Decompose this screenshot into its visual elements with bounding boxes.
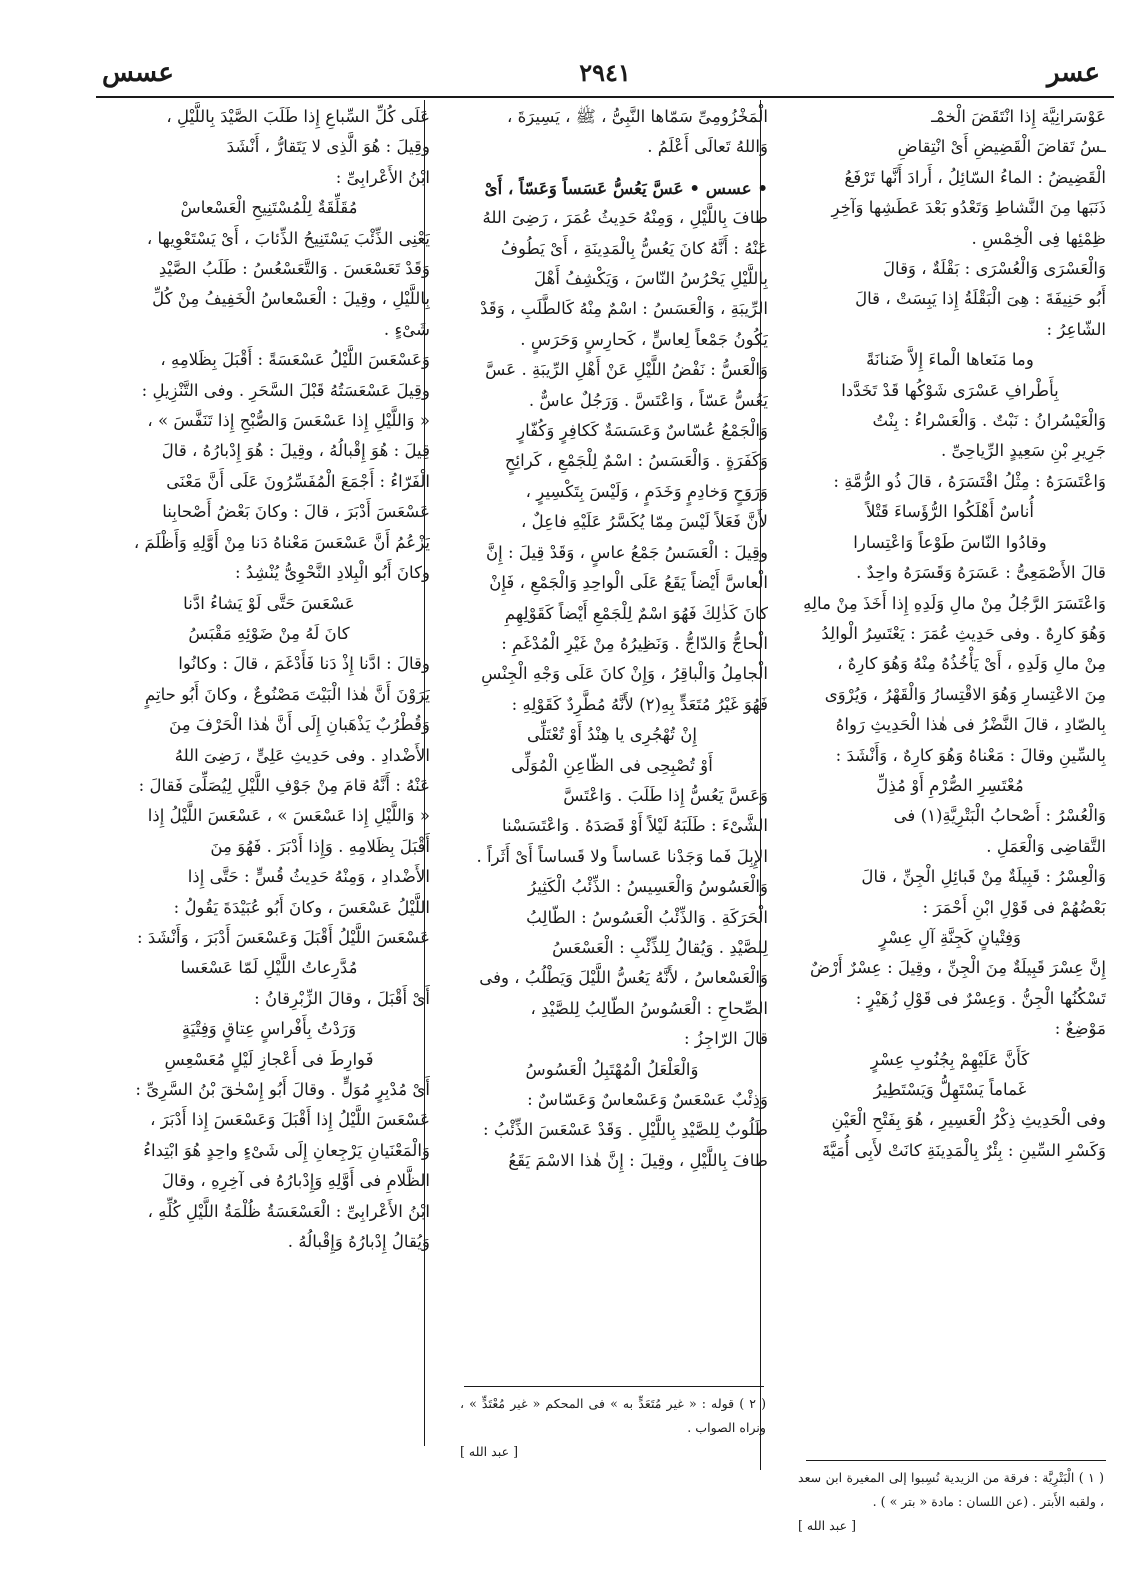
text-line: وَالْعَيْسُرانُ : نَبْتٌ . وَالْعَسْراءُ : بِنْتُ [872,411,1106,431]
text-line: وَكَفَرَةٍ . وَالْعَسَسُ : اسْمٌ لِلْجَمْعِ ، كَرائِحٍ [504,451,768,471]
text-line: لأَنَّ فَعَلاً لَيْسَ مِمّا يُكَسَّرُ عَلَيْهِ فاعِلٌ ، [520,512,768,532]
verse-line: مُعْتَسِرِ الصُّرْمِ أَوْ مُذِلِّ [876,775,1024,795]
text-line: وَذِئْبٌ عَسْعَسٌ وَعَسْعاسٌ وَعَسّاسٌ : [527,1090,768,1109]
text-line: ابْنُ الأَعْرابِىِّ : الْعَسْعَسَةُ ظُلْمَةُ اللَّيْلِ كُلِّهِ ، [147,1201,430,1221]
verse-line: فَوارِطَ فى أَعْجازِ لَيْلٍ مُعَسْعِسِ [164,1049,374,1069]
text-line: يَعُسُّ عَسّاً ، وَاعْتَسَّ . وَرَجُلٌ عاسٌّ . [528,390,768,410]
text-line: « وَاللَّيْلِ إِذا عَسْعَسَ وَالصُّبْحِ إِذا تَنَفَّسَ » ، [147,411,430,431]
header-right-entry-word: عسر [1046,58,1100,88]
verse-line: وَالْعَلْعَلُ الْمُهْتَبِلُ الْعَسُوسُ [525,1059,699,1079]
verse-line: كَأَنَّ عَلَيْهِمْ بِجُنُوبِ عِسْرٍ [870,1049,1030,1069]
text-line: أَىْ أَقْبَلَ ، وقالَ الزِّبْرِقانُ : [254,988,430,1008]
text-line: الْفَرّاءُ : أَجْمَعَ الْمُفَسِّرُونَ عَلَى أَنَّ مَعْنَى [166,471,430,491]
text-line: وَهُوَ كارِهٌ . وفى حَدِيثِ عُمَرَ : يَعْتَسِرُ الْوالِدُ [821,623,1106,643]
text-line: جَرِيرِ بْنِ سَعِيدٍ الرِّياحِىِّ . [940,441,1106,461]
text-line: عَنْهُ : أَنَّهُ كانَ يَعُسُّ بِالْمَدِينَةِ ، أَىْ يَطُوفُ [500,238,768,258]
text-line: ـسُ تَقاضَ الْقَضِيضِ أَىْ انْتِقاضِ [897,137,1106,157]
footnote-middle-text: ( ٢ ) قوله : « غير مُتَعَدٍّ به » فى المحكم « غير مُعْتَدٍّ » ، ونراه الصواب . [460,1396,767,1435]
text-line: وَرَوَحٍ وَخادِمٍ وَخَدَمٍ ، وَلَيْسَ بِتَكْسِيرٍ ، [525,481,768,501]
text-line: مَوْضِعٌ : [1054,1019,1106,1039]
header-rule [96,96,1114,98]
text-line: « وَاللَّيْلِ إِذا عَسْعَسَ » ، عَسْعَسَ اللَّيْلُ إِذا [147,806,430,826]
text-line: عَسْعَسَ اللَّيْلُ أَقْبَلَ وَعَسْعَسَ أَدْبَرَ ، وَأَنْشَدَ : [137,927,430,947]
text-line: بِاللَّيْلِ يَحْرُسُ النّاسَ ، وَيَكْشِفُ أَهْلَ [534,269,768,289]
text-line: الْحاجُّ وَالدّاجُّ . وَنَظِيرُهُ مِنْ غَيْرِ الْمُدْغَمِ : [501,633,768,653]
text-line: وَالْجَمْعُ عُسّاسٌ وَعَسَسَةٌ كَكافِرٍ وَكُفّارٍ [517,421,768,441]
text-line: فَهُوَ غَيْرُ مُتَعَدٍّ بِهِ(٢) لأَنَّهُ مُطَّرِدٌ كَقَوْلِهِ : [511,694,768,714]
text-line: الْحَرَكَةِ . وَالذِّئْبُ الْعَسُوسُ : الطّالِبُ [526,907,768,927]
footnote-rule-right [806,1460,1106,1461]
text-line: يَكُونُ جَمْعاً لِعاسٍّ ، كَحارِسٍ وَحَرَسٍ . [520,329,768,349]
text-line: عَسْعَسَ اللَّيْلُ إِذا أَقْبَلَ وَعَسْعَسَ إِذا أَدْبَرَ ، [150,1110,430,1130]
footnote-middle-signature: [ عبد الله ] [460,1444,519,1459]
text-line: كانَ كَذٰلِكَ فَهُوَ اسْمٌ لِلْجَمْعِ أَيْضاً كَقَوْلِهِمِ [504,603,768,623]
text-line: يَعْنِى الذِّئْبَ يَسْتَنِيحُ الذِّئابَ ، أَىْ يَسْتَعْوِيها ، [146,228,430,248]
text-line: وَالْعَسُوسُ وَالْعَسِيسُ : الذِّئْبُ الْكَثِيرُ [528,877,768,897]
text-line: طافَ بِاللَّيْلِ ، وقِيلَ : إِنَّ هٰذا الاسْمَ يَقَعُ [508,1150,768,1170]
verse-line: أُناسٌ أَهْلَكُوا الرُّؤَساءَ قَتْلاً [865,502,1034,522]
text-line: وكانَ أَبُو الْبِلادِ النَّحْوِىُّ يُنْشِدُ : [235,563,430,583]
text-line: طافَ بِاللَّيْلِ ، وَمِنْهُ حَدِيثُ عُمَرَ ، رَضِىَ اللهُ [482,208,768,228]
text-line: أَقْبَلَ بِظَلامِهِ . وَإِذا أَدْبَرَ . فَهُوَ مِنَ [210,836,430,856]
text-line: عَوْسَرانِيَّة إِذا انْتَقَضَ الْخمْـ [931,107,1106,126]
text-line: أَبُو حَنِيفَةَ : هِىَ الْبَقْلَةُ إِذا يَبِسَتْ ، قالَ [855,289,1106,309]
text-line: عَلَى كُلِّ السِّباعِ إِذا طَلَبَ الصَّيْدَ بِاللَّيْلِ ، [166,107,430,126]
text-line: بِاللَّيْلِ ، وقِيلَ : الْعَسْعاسُ الْخَفِيفُ مِنْ كُلِّ [152,289,430,309]
text-line: شَىْءٍ . [383,319,430,339]
footnote-rule-middle [464,1386,764,1387]
text-line: قالَ الرّاجِزُ : [683,1029,768,1049]
footnote-middle [460,1392,766,1464]
header-left-entry-word: عسس [102,58,174,88]
text-line: وَاللهُ تَعالَى أَعْلَمُ . [647,137,768,157]
text-line: قِيلَ : هُوَ إِقْبالُهُ ، وقِيلَ : هُوَ إِدْبارُهُ ، قالَ [161,441,430,461]
text-line: التَّقاضِى وَالْعَمَلِ . [986,836,1106,856]
text-line: عَسْعَسَ أَدْبَرَ ، قالَ : وكانَ بَعْضُ أَصْحابِنا [162,502,430,522]
verse-line: غَماماً يَسْتَهِلُّ وَيَسْتَطِيرُ [873,1080,1027,1099]
text-line: وَعَسَّ يَعُسُّ إِذا طَلَبَ . وَاعْتَسَّ [563,785,768,805]
text-line: بِالسِّينِ وقالَ : مَعْناهُ وَهُوَ كارِهٌ ، وَأَنْشَدَ : [835,745,1106,765]
text-line: الشّاعِرُ : [1046,319,1106,339]
text-line: الْمَخْزُومِىِّ سَمّاها النَّبِىُّ ، ﷺ ، يَسِيرَةَ ، [506,107,768,126]
verse-line: إِنْ تُهْجُرِى يا هِنْدُ أَوْ تُعْتَلِّى [526,725,697,745]
text-line: ذَنَبَها مِنَ النَّشاطِ وَتَعْدُو بَعْدَ عَطَشِها وَآخِرِ [831,198,1106,218]
text-line: يَرَوْنَ أَنَّ هٰذا الْبَيْتَ مَصْنُوعٌ ، وكانَ أَبُو حاتِمٍ [144,684,430,704]
footnote-right-signature: [ عبد الله ] [798,1518,857,1533]
text-line: وَقَدْ تَعَسْعَسَ . وَالتَّعَسْعُسُ : طَلَبُ الصَّيْدِ [158,259,430,279]
verse-line: وَرَدْتُ بِأَفْراسٍ عِتاقٍ وَفِتْيَةٍ [181,1019,357,1039]
verse-line: مُدَّرِعاتُ اللَّيْلِ لَمّا عَسْعَسا [180,958,358,978]
verse-line: مُقَلِّقَةٌ لِلْمُسْتَنِيحِ الْعَسْعاسْ [180,198,358,218]
text-line: ظِمْئِها فِى الْخِمْسِ . [971,228,1106,248]
text-line: اللَّيْلُ عَسْعَسَ ، وكانَ أَبُو عُبَيْدَةَ يَقُولُ : [173,897,430,917]
text-line: أَىْ مُدْبِرٍ مُوَلٍّ . وقالَ أَبُو إِسْحٰقَ بْنُ السَّرِىِّ : [135,1080,430,1099]
entry-headword-line: • عسس • عَسَّ يَعُسُّ عَسَساً وَعَسّاً ، أَىْ [484,177,768,198]
column-middle [456,102,768,1488]
text-line: الشَّىْءَ : طَلَبَهُ لَيْلاً أَوْ قَصَدَهُ . وَاعْتَسَسْنا [501,816,768,836]
text-line: الْجامِلُ وَالْباقِرُ ، وَإِنْ كانَ عَلَى وَجْهِ الْجِنْسِ [481,664,768,684]
text-line: وَالْعَسْعاسُ ، لأَنَّهُ يَعُسُّ اللَّيْلَ وَيَطْلُبُ ، وفى [479,968,768,988]
text-line: قالَ الأَصْمَعِىُّ : عَسَرَهُ وَقَسَرَهُ واحِدٌ . [856,563,1106,583]
verse-line: كانَ لَهُ مِنْ ضَوْئِهِ مَقْبَسُ [188,623,350,643]
text-line: يَزْعُمُ أَنَّ عَسْعَسَ مَعْناهُ دَنا مِنْ أَوَّلِهِ وَأَظْلَمَ ، [133,532,430,552]
text-line: الْقَضِيضُ : الماءُ السّائِلُ ، أَرادَ أَنَّها تَرْفَعُ [844,167,1106,187]
text-line: وقِيلَ : هُوَ الَّذِى لا يَتَقارُّ ، أَنْشَدَ [226,137,430,157]
text-line: طَلُوبٌ لِلصَّيْدِ بِاللَّيْلِ . وَقَدْ عَسْعَسَ الذِّئْبُ : [483,1120,768,1140]
column-left [108,102,430,1444]
footnote-right-text: ( ١ ) الْبَتْرِيَّة : فرقة من الزيدية نُسِبوا إلى المغيرة ابن سعد ، ولقبه الأَبتر . (عن اللسان : مادة « بتر » ) . [798,1470,1104,1509]
text-line: وقالَ : ادَّنا إِذْ دَنا فَأَدْغَمَ ، قالَ : وكانُوا [178,654,430,674]
text-line: الْعاسَّ أَيْضاً يَقَعُ عَلَى الْواحِدِ وَالْجَمْعِ ، فَإِنْ [489,573,768,593]
verse-line: وقادُوا النّاسَ طَوْعاً وَاعْتِسارا [853,532,1047,552]
verse-line: عَسْعَسَ حَتَّى لَوْ يَشاءُ ادَّنا [183,593,355,613]
text-line: وَاعْتَسَرَهُ : مِثْلُ اقْتَسَرَهُ ، قالَ ذُو الرُّمَّةِ : [833,471,1106,491]
verse-line: وما مَنَعاها الْماءَ إِلاَّ ضَنانَةً [866,350,1034,370]
text-line: وقِيلَ عَسْعَسَتُهُ قَبْلَ السَّحَرِ . وفى التَّنْزِيلِ : [141,380,430,400]
text-line: وقِيلَ : الْعَسَسُ جَمْعُ عاسٍ ، وَقَدْ قِيلَ : إِنَّ [485,542,768,562]
text-line: الأَضْدادِ ، وَمِنْهُ حَدِيثُ قُسٍّ : حَتَّى إِذا [187,867,430,887]
text-line: ابْنُ الأَعْرابِىِّ : [335,167,430,187]
text-line: وَالْعَسُّ : نَفْضُ اللَّيْلِ عَنْ أَهْلِ الرِّيبَةِ . عَسَّ [485,360,768,380]
text-line: وَقُطْرُبٌ يَذْهَبانِ إِلَى أَنَّ هٰذا الْحَرْفَ مِنَ [169,715,430,735]
page-number: ٢٩٤١ [579,58,631,87]
page-header [96,58,1114,98]
verse-line: بِأَطْرافِ عَسْرَى شَوْكُها قَدْ تَخَدَّدا [841,380,1059,400]
text-line: بِالصّادِ ، قالَ النَّضْرُ فى هٰذا الْحَدِيثِ رَواهُ [835,715,1106,735]
text-line: مِنْ مالِ وَلَدِهِ ، أَىْ يَأْخُذُهُ مِنْهُ وَهُوَ كارِهٌ ، [837,654,1106,674]
text-line: إِنَّ عِسْرَ قَبِيلَةٌ مِنَ الْجِنِّ ، وقِيلَ : عِسْرٌ أَرْضٌ [809,958,1106,978]
text-line: وَالْعَسْرَى وَالْعُسْرَى : بَقْلَةٌ ، وَقالَ [882,259,1106,279]
text-line: تَسْكُنُها الْجِنُّ . وَعِسْرٌ فى قَوْلِ زُهَيْرٍ : [855,988,1106,1008]
text-line: الإِبِلَ فَما وَجَدْنا عَساساً ولا قَساساً أَىْ أَثَراً . [476,846,768,866]
text-line: وَالْعُسْرُ : أَصْحابُ الْبَتْرِيَّةِ(١) فى [893,806,1106,826]
text-line: الظَّلامِ فى أَوَّلِهِ وَإِدْبارُهُ فى آخِرِهِ ، وقالَ [161,1171,430,1191]
text-line: بَعْضُهُمْ فى قَوْلِ ابْنِ أَحْمَرَ : [922,897,1106,917]
text-line: مِنَ الاعْتِسارِ وَهُوَ الاقْتِسارُ وَالْقَهْرُ ، وَيُرْوَى [824,684,1106,704]
text-line: وَكَسْرِ السِّينِ : بِئْرٌ بِالْمَدِينَةِ كانَتْ لأَبِى أُمَيَّةَ [821,1140,1106,1160]
text-line: الرِّيبَةِ ، وَالْعَسَسُ : اسْمٌ مِنْهُ كَالطَّلَبِ ، وَقَدْ [480,299,768,319]
text-line: وَيُقالُ إِدْبارُهُ وَإِقْبالُهُ . [287,1232,430,1252]
text-line: وَعَسْعَسَ اللَّيْلُ عَسْعَسَةً : أَقْبَلَ بِظَلامِهِ ، [160,350,430,370]
text-line: عَنْهُ : أَنَّهُ قامَ مِنْ جَوْفِ اللَّيْلِ لِيُصَلِّىَ فَقالَ : [138,775,430,795]
verse-line: وَفِتْيانٍ كَجِنَّةِ آلِ عِسْرٍ [878,927,1022,947]
text-line: لِلصَّيْدِ . وَيُقالُ لِلذِّئْبِ : الْعَسْعَسُ [552,937,768,957]
text-line: وَاعْتَسَرَ الرَّجُلُ مِنْ مالِ وَلَدِهِ إِذا أَخَذَ مِنْ مالِهِ [803,593,1106,613]
text-line: وفى الْحَدِيثِ ذِكْرُ الْعَسِيرِ ، هُوَ بِفَتْحِ الْعَيْنِ [831,1110,1106,1130]
text-line: الصِّحاحِ : الْعَسُوسُ الطّالِبُ لِلصَّيْدِ ، [530,998,768,1018]
footnote-right [798,1466,1104,1538]
text-line: الأَضْدادِ . وفى حَدِيثِ عَلِىٍّ ، رَضِىَ اللهُ [174,745,430,765]
text-line: وَالْعِسْرُ : قَبِيلَةٌ مِنْ قَبائِلِ الْجِنِّ ، قالَ [861,867,1106,887]
verse-line: أَوْ تُصْبِحِى فى الظّاعِنِ الْمُوَلِّى [511,755,713,775]
text-line: وَالْمَعْنَيانِ يَرْجِعانِ إِلَى شَىْءٍ واحِدٍ هُوَ ابْتِداءُ [143,1140,430,1160]
column-right [794,102,1106,1460]
